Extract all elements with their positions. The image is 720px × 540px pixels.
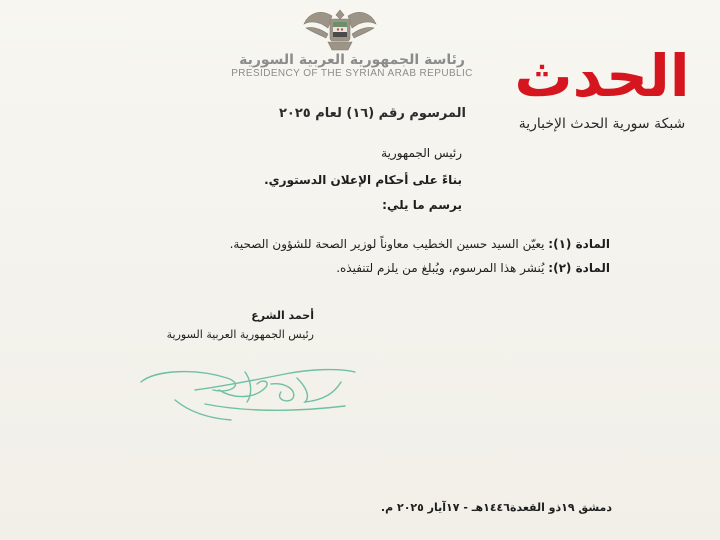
article-1-label: المادة (١): bbox=[548, 237, 610, 251]
article-2-text: يُنشر هذا المرسوم، ويُبلغ من يلزم لتنفيذه. bbox=[336, 261, 545, 275]
date-place-line: دمشق ١٩ذو القعدة١٤٤٦هـ - ١٧آيار ٢٠٢٥ م. bbox=[380, 501, 612, 514]
decree-title: المرسوم رقم (١٦) لعام ٢٠٢٥ bbox=[278, 106, 466, 121]
logo-text: الحدث bbox=[514, 42, 690, 110]
handwritten-signature-icon bbox=[135, 360, 360, 422]
signatory-name: أحمد الشرع bbox=[251, 309, 314, 322]
eagle-emblem-icon bbox=[302, 4, 378, 54]
decrees-line: يرسم ما يلي: bbox=[382, 198, 462, 212]
basis-line: بناءً على أحكام الإعلان الدستوري. bbox=[264, 173, 462, 187]
signatory-title: رئيس الجمهورية العربية السورية bbox=[166, 328, 314, 341]
article-1-text: يعيّن السيد حسين الخطيب معاوناً لوزير الصحة للشؤون الصحية. bbox=[229, 237, 545, 251]
article-2-label: المادة (٢): bbox=[548, 261, 610, 275]
al-hadath-logo bbox=[514, 32, 690, 118]
network-subtitle: شبكة سورية الحدث الإخبارية bbox=[518, 116, 686, 132]
article-1 bbox=[230, 237, 610, 251]
presidency-title-english: PRESIDENCY OF THE SYRIAN ARAB REPUBLIC bbox=[231, 68, 473, 79]
presidency-title-arabic: رئاسة الجمهورية العربية السورية bbox=[239, 52, 465, 68]
article-2 bbox=[336, 261, 610, 275]
issuer-line: رئيس الجمهورية bbox=[381, 146, 462, 160]
